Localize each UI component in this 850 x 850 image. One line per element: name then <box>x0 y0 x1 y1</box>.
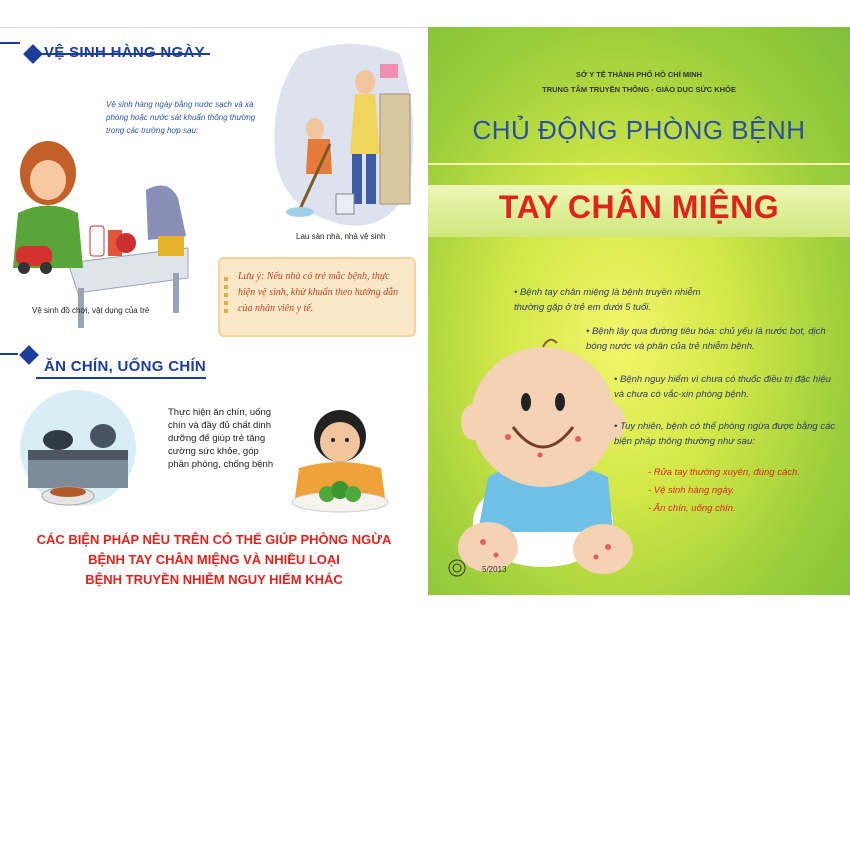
section1-title: VỆ SINH HÀNG NGÀY <box>44 44 205 61</box>
header-rule <box>0 353 18 355</box>
section1-intro: Vệ sinh hàng ngày bằng nước sạch và xà phòng hoặc nước sát khuẩn thông thường trong các trường hợp sau: <box>106 100 256 135</box>
title-divider <box>428 163 850 165</box>
child-eating-illustration <box>285 398 395 513</box>
closing-line-1: CÁC BIỆN PHÁP NÊU TRÊN CÓ THỂ GIÚP PHÒNG NGỪA <box>36 532 392 547</box>
bullet-1: • Bệnh tay chân miệng là bệnh truyền nhiễm thường gặp ở trẻ em dưới 5 tuổi. <box>514 287 701 313</box>
org-line-2: TRUNG TÂM TRUYỀN THÔNG - GIÁO DỤC SỨC KHỎE <box>542 85 736 94</box>
measure-1: - Rửa tay thường xuyên, đúng cách. <box>648 467 800 478</box>
publish-date: 5/2013 <box>482 565 507 574</box>
org-line-1: SỞ Y TẾ THÀNH PHỐ HỒ CHÍ MINH <box>575 70 703 79</box>
note-box-binding <box>224 277 228 317</box>
header-rule <box>0 42 20 44</box>
closing-line-2: BỆNH TAY CHÂN MIỆNG VÀ NHIỀU LOẠI <box>88 552 340 567</box>
section2-title: ĂN CHÍN, UỐNG CHÍN <box>44 358 207 375</box>
closing-line-3: BỆNH TRUYỀN NHIỄM NGUY HIỂM KHÁC <box>85 572 343 587</box>
cooking-illustration <box>18 388 138 508</box>
bullet-3: • Bệnh nguy hiểm vì chưa có thuốc điều trị đặc hiệu và chưa có vắc-xin phòng bệnh. <box>614 374 831 400</box>
brochure-spread <box>0 27 850 595</box>
baby-illustration <box>448 327 648 582</box>
main-title: CHỦ ĐỘNG PHÒNG BỆNH <box>472 115 806 145</box>
floor-cleaning-illustration <box>270 34 420 239</box>
disease-title: TAY CHÂN MIỆNG <box>498 189 780 225</box>
caption-floor: Lau sàn nhà, nhà vệ sinh <box>296 232 386 241</box>
note-box <box>218 257 416 337</box>
bullet-4: • Tuy nhiên, bệnh có thể phòng ngừa được bằng các biện pháp thông thường như sau: <box>614 421 836 447</box>
left-panel <box>0 27 428 596</box>
right-panel <box>428 27 850 595</box>
section2-text: Thực hiện ăn chín, uống chín và đầy đủ chất dinh dưỡng để giúp trẻ tăng cường sức khỏe, góp phần phòng, chống bệnh <box>168 407 274 470</box>
measure-3: - Ăn chín, uống chín. <box>648 503 736 514</box>
measure-2: - Vệ sinh hàng ngày. <box>648 485 735 496</box>
bullet-2: • Bệnh lây qua đường tiêu hóa: chủ yếu là nước bọt, dịch bóng nước và phân của trẻ nhiễm bệnh. <box>586 326 826 352</box>
diamond-bullet-icon <box>19 345 39 365</box>
caption-toys: Vệ sinh đồ chơi, vật dụng của trẻ <box>32 306 150 315</box>
cleaning-toys-illustration <box>8 118 198 328</box>
header-rule <box>36 377 206 379</box>
logo-seal-icon <box>448 559 466 577</box>
closing-message <box>0 530 428 590</box>
note-text: Lưu ý: Nếu nhà có trẻ mắc bệnh, thực hiện vệ sinh, khử khuẩn theo hướng dẫn của nhân viên y tế. <box>238 271 399 314</box>
